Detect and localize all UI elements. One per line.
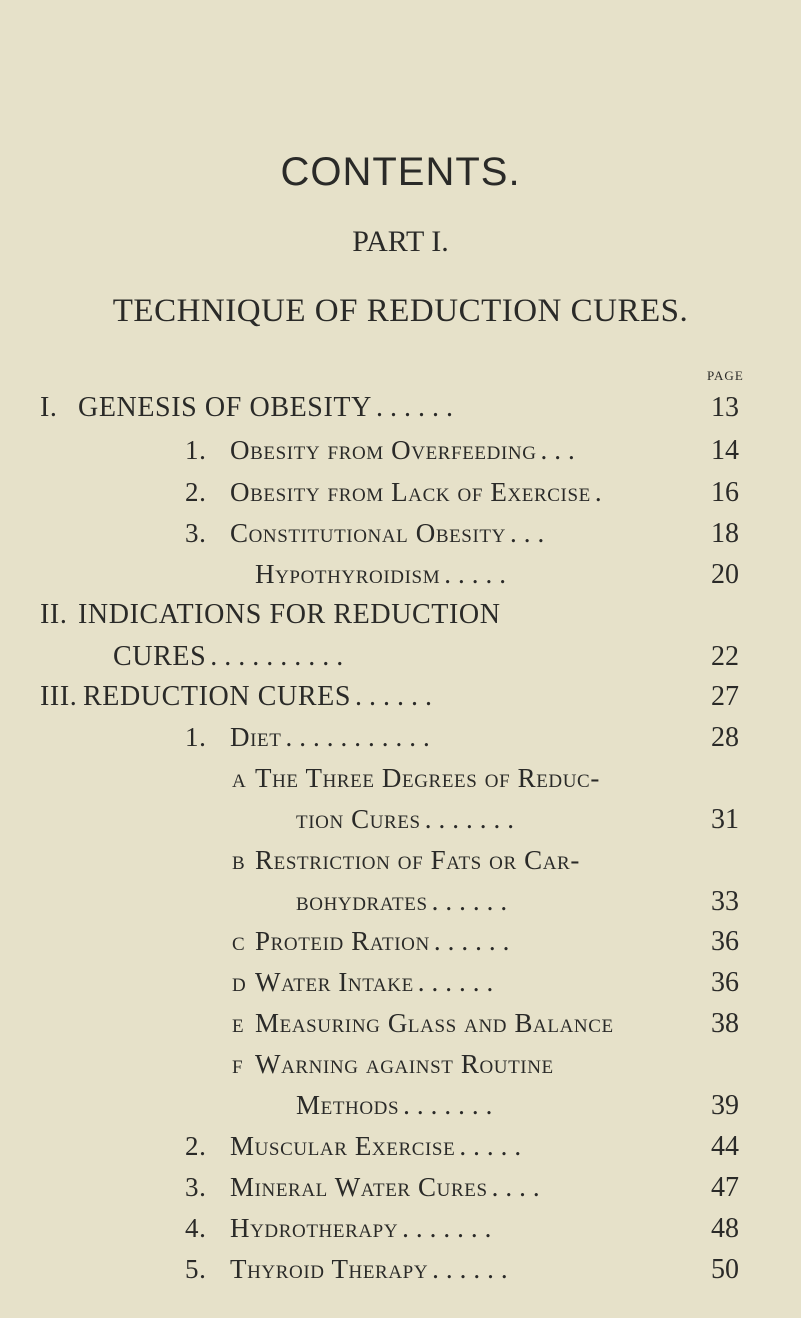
entry-page: 16 [711, 477, 739, 508]
entry-title [255, 926, 516, 957]
entry-title [230, 722, 437, 753]
entry-title-text: Thyroid Therapy [230, 1254, 429, 1284]
entry-title-text: Diet [230, 722, 282, 752]
leader-dots: ....... [402, 1213, 499, 1243]
entry-number: I. [40, 392, 58, 423]
entry-title-text: Obesity from Overfeeding [230, 435, 537, 465]
entry-number: 4. [185, 1213, 207, 1243]
entry-title-text: Proteid Ration [255, 926, 430, 956]
entry-page: 20 [711, 559, 739, 590]
entry-title-text: Water Intake [255, 967, 414, 997]
entry-page: 50 [711, 1254, 739, 1285]
entry-number: 1. [185, 722, 207, 752]
entry-number: 5. [185, 1254, 207, 1284]
entry-title [230, 1213, 498, 1244]
leader-dots: ..... [459, 1131, 529, 1161]
leader-dots: ...... [432, 1254, 515, 1284]
entry-page: 44 [711, 1131, 739, 1162]
entry-page: 47 [711, 1172, 739, 1203]
entry-number: a [232, 763, 247, 793]
entry-title-text: REDUCTION CURES [83, 681, 352, 712]
entry-title [296, 1090, 499, 1121]
entry-title [230, 435, 582, 466]
entry-title-text: Methods [296, 1090, 400, 1120]
leader-dots: ........... [285, 722, 437, 752]
entry-title [255, 1008, 618, 1039]
entry-number: 2. [185, 477, 207, 507]
entry-page: 14 [711, 435, 739, 466]
entry-number: d [232, 967, 247, 997]
entry-number: III. [40, 681, 78, 712]
entry-title-text: INDICATIONS FOR REDUCTION [78, 599, 501, 630]
leader-dots: ..... [444, 559, 513, 589]
entry-page: 36 [711, 967, 739, 998]
entry-title-text: tion Cures [296, 804, 421, 834]
leader-dots: . [594, 477, 609, 507]
entry-title-text: GENESIS OF OBESITY [78, 392, 372, 423]
entry-number: 2. [185, 1131, 207, 1161]
entry-title-text: Restriction of Fats or Car- [255, 845, 580, 875]
entry-page: 39 [711, 1090, 739, 1121]
leader-dots: ... [540, 435, 582, 465]
entry-title [230, 1254, 515, 1285]
entry-page: 27 [711, 681, 739, 712]
entry-title-text: Muscular Exercise [230, 1131, 456, 1161]
entry-title [83, 681, 439, 713]
entry-title [296, 886, 514, 917]
leader-dots: .... [491, 1172, 547, 1202]
leader-dots: ...... [417, 967, 501, 997]
entry-title [255, 559, 513, 590]
entry-page: 33 [711, 886, 739, 917]
entry-number: II. [40, 599, 68, 630]
entry-title [255, 763, 604, 794]
entry-title [255, 967, 500, 998]
entry-title-text: Hypothyroidism [255, 559, 441, 589]
leader-dots: ...... [375, 392, 460, 423]
entry-number: c [232, 926, 246, 956]
entry-title-text: Mineral Water Cures [230, 1172, 488, 1202]
entry-title-text: Warning against Routine [255, 1049, 554, 1079]
entry-title-text: Constitutional Obesity [230, 518, 506, 548]
entry-page: 13 [711, 392, 739, 423]
entry-number: 3. [185, 1172, 207, 1202]
entry-title [230, 1172, 547, 1203]
entry-page: 38 [711, 1008, 739, 1039]
entry-title [255, 845, 584, 876]
entry-number: 1. [185, 435, 207, 465]
entry-title [113, 641, 350, 673]
leader-dots: ...... [431, 886, 515, 916]
page-column-label: PAGE [707, 368, 744, 383]
entry-title-text: The Three Degrees of Reduc- [255, 763, 600, 793]
entry-title-text: Measuring Glass and Balance [255, 1008, 614, 1038]
entry-title-text: CURES [113, 641, 207, 672]
entry-title-text: Hydrotherapy [230, 1213, 399, 1243]
entry-title [230, 518, 551, 549]
entry-title-text: Obesity from Lack of Exercise [230, 477, 591, 507]
entry-page: 31 [711, 804, 739, 835]
leader-dots: ....... [403, 1090, 500, 1120]
entry-title [255, 1049, 558, 1080]
entry-page: 18 [711, 518, 739, 549]
leader-dots: ...... [355, 681, 440, 712]
part-heading: PART I. [352, 225, 449, 258]
leader-dots: ...... [433, 926, 517, 956]
entry-number: b [232, 845, 246, 875]
entry-title [296, 804, 521, 835]
entry-number: 3. [185, 518, 207, 548]
entry-number: e [232, 1008, 245, 1038]
entry-title [230, 477, 609, 508]
page-title: CONTENTS. [280, 150, 521, 194]
entry-title [230, 1131, 528, 1162]
entry-title-text: bohydrates [296, 886, 428, 916]
part-title: TECHNIQUE OF REDUCTION CURES. [112, 293, 689, 329]
entry-number: f [232, 1049, 244, 1079]
leader-dots: ....... [424, 804, 521, 834]
entry-page: 48 [711, 1213, 739, 1244]
leader-dots: .......... [210, 641, 351, 672]
entry-page: 22 [711, 641, 739, 672]
entry-title [78, 599, 505, 631]
entry-title [78, 392, 460, 424]
entry-page: 28 [711, 722, 739, 753]
leader-dots: ... [509, 518, 552, 548]
entry-page: 36 [711, 926, 739, 957]
